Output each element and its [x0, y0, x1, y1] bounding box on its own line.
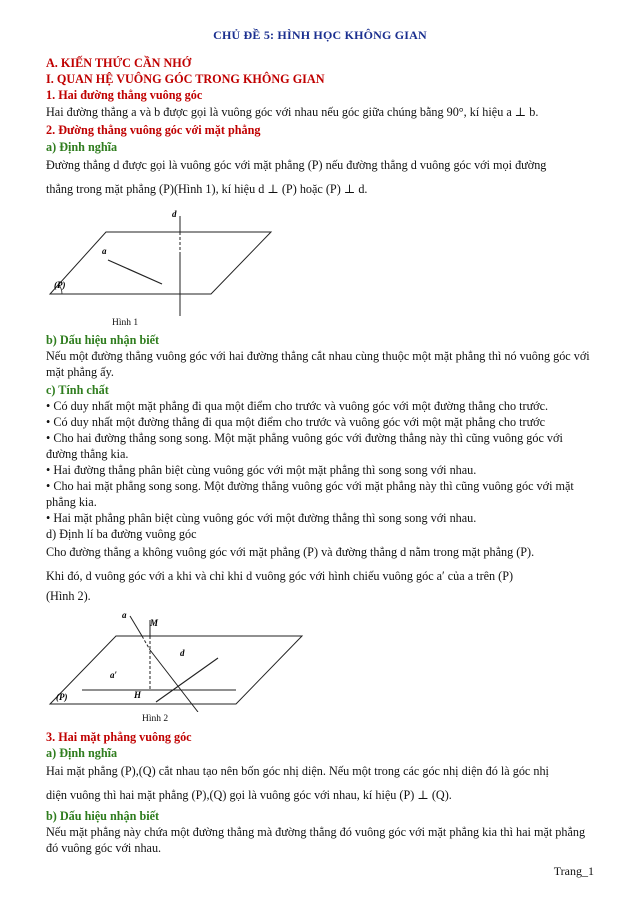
line-a-top: [130, 616, 142, 636]
line-a: [108, 260, 162, 284]
line-d: [156, 658, 218, 702]
text-2d-line3: (Hình 2).: [46, 589, 91, 603]
property-item: • Hai đường thẳng phân biệt cùng vuông góc với một mặt phẳng thì song song với nhau.: [46, 463, 477, 477]
text-1: Hai đường thẳng a và b được gọi là vuông góc với nhau nếu góc giữa chúng bằng 90°, kí hiệu a ⊥ b.: [46, 105, 539, 119]
label-m: M: [150, 618, 159, 628]
line-a-bottom: [150, 650, 198, 712]
property-item: • Cho hai đường thẳng song song. Một mặt phẳng vuông góc với đường thẳng này thì cũng vuông góc với đường thẳng kia.: [46, 431, 563, 461]
property-item: • Cho hai mặt phẳng song song. Một đường thẳng vuông góc với mặt phẳng này thì cũng vuông góc với mặt phẳng kia.: [46, 479, 574, 509]
text-2d-line2: Khi đó, d vuông góc với a khi và chỉ khi d vuông góc với hình chiếu vuông góc a′ của a trên (P): [46, 569, 514, 583]
text-3b: Nếu mặt phẳng này chứa một đường thẳng mà đường thẳng đó vuông góc với mặt phẳng kia thì hai mặt phẳng đó vuông góc với nhau.: [46, 825, 586, 855]
text-2b: Nếu một đường thẳng vuông góc với hai đường thẳng cắt nhau cùng thuộc một mặt phẳng thì nó vuông góc với mặt phẳng ấy.: [46, 349, 590, 379]
page-number: Trang_1: [553, 864, 594, 878]
heading-2a: a) Định nghĩa: [46, 140, 118, 154]
label-p: (P): [56, 692, 68, 702]
section-a-heading: A. KIẾN THỨC CẦN NHỚ: [46, 56, 192, 70]
label-d: d: [172, 209, 177, 219]
label-p: (P): [54, 280, 66, 290]
text-2d-line1: Cho đường thẳng a không vuông góc với mặt phẳng (P) và đường thẳng d nằm trong mặt phẳng (P).: [46, 545, 535, 559]
label-a: a: [102, 246, 107, 256]
label-a: a: [122, 610, 127, 620]
heading-2: 2. Đường thẳng vuông góc với mặt phẳng: [46, 123, 261, 137]
figure-2-diagram: [46, 606, 306, 712]
heading-3b: b) Dấu hiệu nhận biết: [46, 809, 160, 823]
section-i-heading: I. QUAN HỆ VUÔNG GÓC TRONG KHÔNG GIAN: [46, 72, 325, 86]
text-3a-line2: diện vuông thì hai mặt phẳng (P),(Q) gọi là vuông góc với nhau, kí hiệu (P) ⊥ (Q).: [46, 788, 452, 802]
label-a-prime: a′: [110, 670, 118, 680]
plane-p: [50, 636, 302, 704]
label-d: d: [180, 648, 185, 658]
figure-2-caption: Hình 2: [142, 714, 169, 724]
property-item: • Hai mặt phẳng phân biệt cùng vuông góc với một đường thẳng thì song song với nhau.: [46, 511, 477, 525]
heading-2b: b) Dấu hiệu nhận biết: [46, 333, 160, 347]
figure-1-caption: Hình 1: [112, 318, 139, 328]
property-item: • Có duy nhất một đường thẳng đi qua một điểm cho trước và vuông góc với một mặt phẳng cho trước: [46, 415, 546, 429]
label-h: H: [134, 690, 142, 700]
heading-2c: c) Tính chất: [46, 383, 109, 397]
text-2a-line1: Đường thẳng d được gọi là vuông góc với mặt phẳng (P) nếu đường thẳng d vuông góc với mọi đường: [46, 158, 547, 172]
line-a-hidden: [142, 636, 150, 650]
property-item: • Có duy nhất một mặt phẳng đi qua một điểm cho trước và vuông góc với một đường thẳng cho trước.: [46, 399, 549, 413]
text-2a-line2: thẳng trong mặt phẳng (P)(Hình 1), kí hiệu d ⊥ (P) hoặc (P) ⊥ d.: [46, 182, 368, 196]
heading-3: 3. Hai mặt phẳng vuông góc: [46, 730, 192, 744]
page-title: CHỦ ĐỀ 5: HÌNH HỌC KHÔNG GIAN: [213, 28, 427, 42]
text-3a-line1: Hai mặt phẳng (P),(Q) cắt nhau tạo nên bốn góc nhị diện. Nếu một trong các góc nhị diện đó là góc nhị: [46, 764, 549, 778]
figure-1-diagram: [46, 204, 276, 316]
heading-2d: d) Định lí ba đường vuông góc: [46, 527, 197, 541]
plane-p: [50, 232, 271, 294]
heading-3a: a) Định nghĩa: [46, 746, 118, 760]
heading-1: 1. Hai đường thẳng vuông góc: [46, 88, 203, 102]
